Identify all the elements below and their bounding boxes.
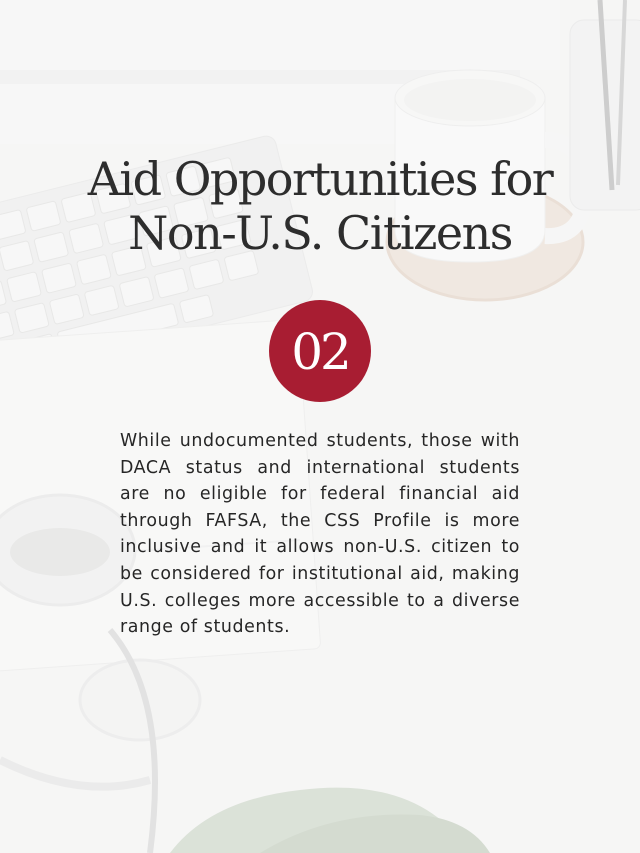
- page-title: [0, 152, 640, 260]
- title-line-1: Aid Opportunities for: [87, 152, 553, 206]
- body-paragraph: While undocumented students, those with DACA status and international students are no eligible for federal financial aid through FAFSA, the CSS Profile is more inclusive and it allows non-U.S. citizen to be considered for institutional aid, making U.S. colleges more accessible to a diverse range of students.: [120, 431, 520, 638]
- title-line-2: Non-U.S. Citizens: [128, 206, 512, 260]
- number-badge: [269, 300, 371, 402]
- badge-number: 02: [291, 323, 349, 381]
